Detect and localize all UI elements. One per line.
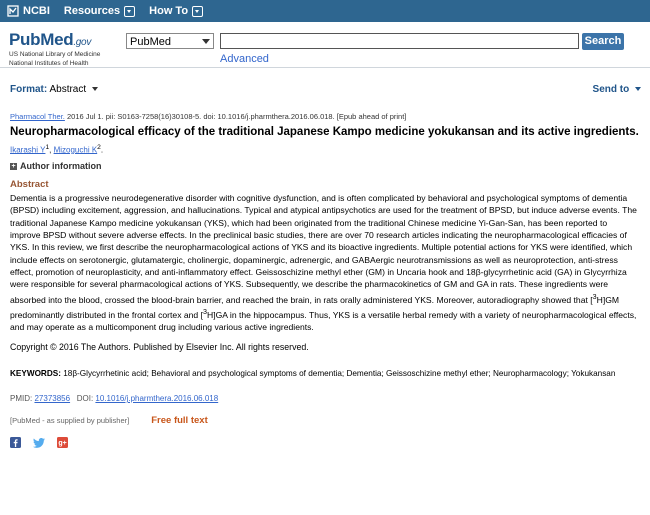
supplied-label: [PubMed - as supplied by publisher]	[10, 416, 130, 426]
howto-menu[interactable]	[149, 5, 203, 17]
author-information-label: Author information	[20, 161, 102, 172]
journal-link[interactable]: Pharmacol Ther.	[10, 112, 65, 121]
keywords	[10, 368, 640, 379]
ncbi-logo-icon	[7, 5, 19, 17]
ncbi-label: NCBI	[23, 5, 50, 17]
howto-label: How To	[149, 5, 189, 17]
format-label: Format:	[10, 84, 48, 95]
author-affiliation: 1	[45, 143, 50, 151]
ncbi-topbar	[0, 0, 650, 22]
caret-down-icon	[635, 87, 641, 91]
abstract-part-3: H]GA in the hippocampus. Thus, YKS is a versatile herbal remedy with a variety of neuropharmacological effects, and may operate as a multicomponent drug including various active ingredients.	[10, 309, 637, 332]
resources-menu[interactable]	[64, 5, 135, 17]
plus-icon: +	[11, 162, 16, 170]
send-to-label: Send to	[592, 84, 630, 95]
citation-details: 2016 Jul 1. pii: S0163-7258(16)30108-5. doi: 10.1016/j.pharmthera.2016.06.018. [Epub ahead of print]	[64, 112, 407, 121]
logo-subtitle-2: National Institutes of Health	[9, 60, 89, 67]
facebook-icon[interactable]	[10, 435, 21, 453]
pmid-link[interactable]: 27373856	[34, 394, 71, 404]
format-selector[interactable]	[10, 84, 98, 95]
ncbi-home-link[interactable]	[7, 5, 50, 17]
database-select[interactable]	[126, 33, 214, 49]
author-affiliation: 2	[97, 143, 101, 151]
advanced-search-link[interactable]: Advanced	[220, 53, 269, 65]
pubmed-logo[interactable]	[9, 30, 100, 68]
chevron-down-icon	[192, 6, 203, 17]
abstract-heading: Abstract	[10, 179, 49, 191]
author-link[interactable]: Mizoguchi K	[53, 145, 98, 155]
logo-gov: .gov	[73, 37, 92, 48]
twitter-icon[interactable]	[33, 435, 45, 453]
author-list: Ikarashi $Y^1$, Mizoguchi $K^2$.	[10, 143, 104, 155]
social-share-bar	[10, 435, 640, 453]
send-to-menu[interactable]	[593, 84, 641, 95]
free-full-text-link[interactable]: Free full text	[151, 415, 208, 427]
article-title: Neuropharmacological efficacy of the traditional Japanese Kampo medicine yokukansan and its active ingredients.	[10, 126, 639, 138]
doi-link[interactable]: 10.1016/j.pharmthera.2016.06.018	[95, 394, 219, 404]
author-link[interactable]: Ikarashi Y	[10, 145, 46, 155]
article-identifiers	[10, 394, 640, 403]
citation	[10, 112, 640, 121]
logo-pubmed: PubMed	[9, 30, 74, 49]
dropdown-arrow-icon	[202, 39, 210, 44]
logo-subtitle-1: US National Library of Medicine	[9, 51, 101, 58]
search-header	[0, 22, 650, 68]
format-value: Abstract	[49, 84, 87, 95]
keywords-label: KEYWORDS:	[10, 369, 61, 379]
svg-text:g+: g+	[58, 440, 67, 448]
abstract-text	[10, 192, 640, 333]
search-button[interactable]: Search	[582, 33, 624, 50]
keywords-list: 18β-Glycyrrhetinic acid; Behavioral and psychological symptoms of dementia; Dementia; Geissoschizine methyl ether; Neuropharmacology; Yokukansan	[60, 369, 616, 379]
doi-label: DOI:	[76, 394, 94, 404]
caret-down-icon	[92, 87, 98, 91]
isotope-superscript: 3	[203, 307, 207, 316]
google-plus-icon[interactable]	[57, 435, 68, 453]
article-content	[10, 108, 640, 453]
abstract-part-2: H]GM predominantly distributed in the frontal cortex and [	[10, 294, 620, 320]
isotope-superscript: 3	[592, 292, 597, 301]
format-bar	[0, 68, 650, 106]
search-input[interactable]	[220, 33, 579, 49]
abstract-part-1: Dementia is a progressive neurodegenerative disorder with cognitive dysfunction, and is often complicated by behavioral and psychological symptoms of dementia (BPSD) including excitement, aggression, and hallucinations. Typical and atypical antipsychotics are used for the treatment of BPSD, but induce adverse events. The traditional Japanese Kampo medicine yokukansan (YKS), which had been originated from the traditional Chinese medicine Yi-Gan-San, has been reported to improve BPSD without severe adverse effects. In the preclinical basic studies, there are over 70 research articles indicating the neuropharmacological efficacies of YKS. In this review, we first describe the neuropharmacological actions of YKS and its bioactive ingredients. Multiple potential actions for YKS were identified, which include effects on serotonergic, glutamatergic, cholinergic, dopaminergic, adrenergic, and GABAergic neurotransmissions as well as neuroprotection, anti-stress effect, promotion of neuroplasticity, and anti-inflammatory effect. Geissoschizine methyl ether (GM) in Uncaria hook and 18β-glycyrrhetinic acid (GA) in Glycyrrhiza were responsible for several pharmacological actions of YKS. Subsequently, we describe the pharmacokinetics of GM and GA in rats. These ingredients were absorbed into the blood, crossed the blood-brain barrier, and reached the brain, in rats orally administered YKS. Moreover, autoradiography showed that [	[10, 193, 637, 305]
database-value: PubMed	[130, 36, 171, 48]
author-information-toggle[interactable]	[10, 161, 640, 171]
resources-label: Resources	[63, 5, 121, 17]
copyright-notice: Copyright © 2016 The Authors. Published by Elsevier Inc. All rights reserved.	[10, 342, 309, 353]
chevron-down-icon	[124, 6, 135, 17]
publication-status	[10, 415, 640, 426]
pmid-label: PMID:	[10, 394, 33, 404]
logo-word	[9, 30, 100, 50]
